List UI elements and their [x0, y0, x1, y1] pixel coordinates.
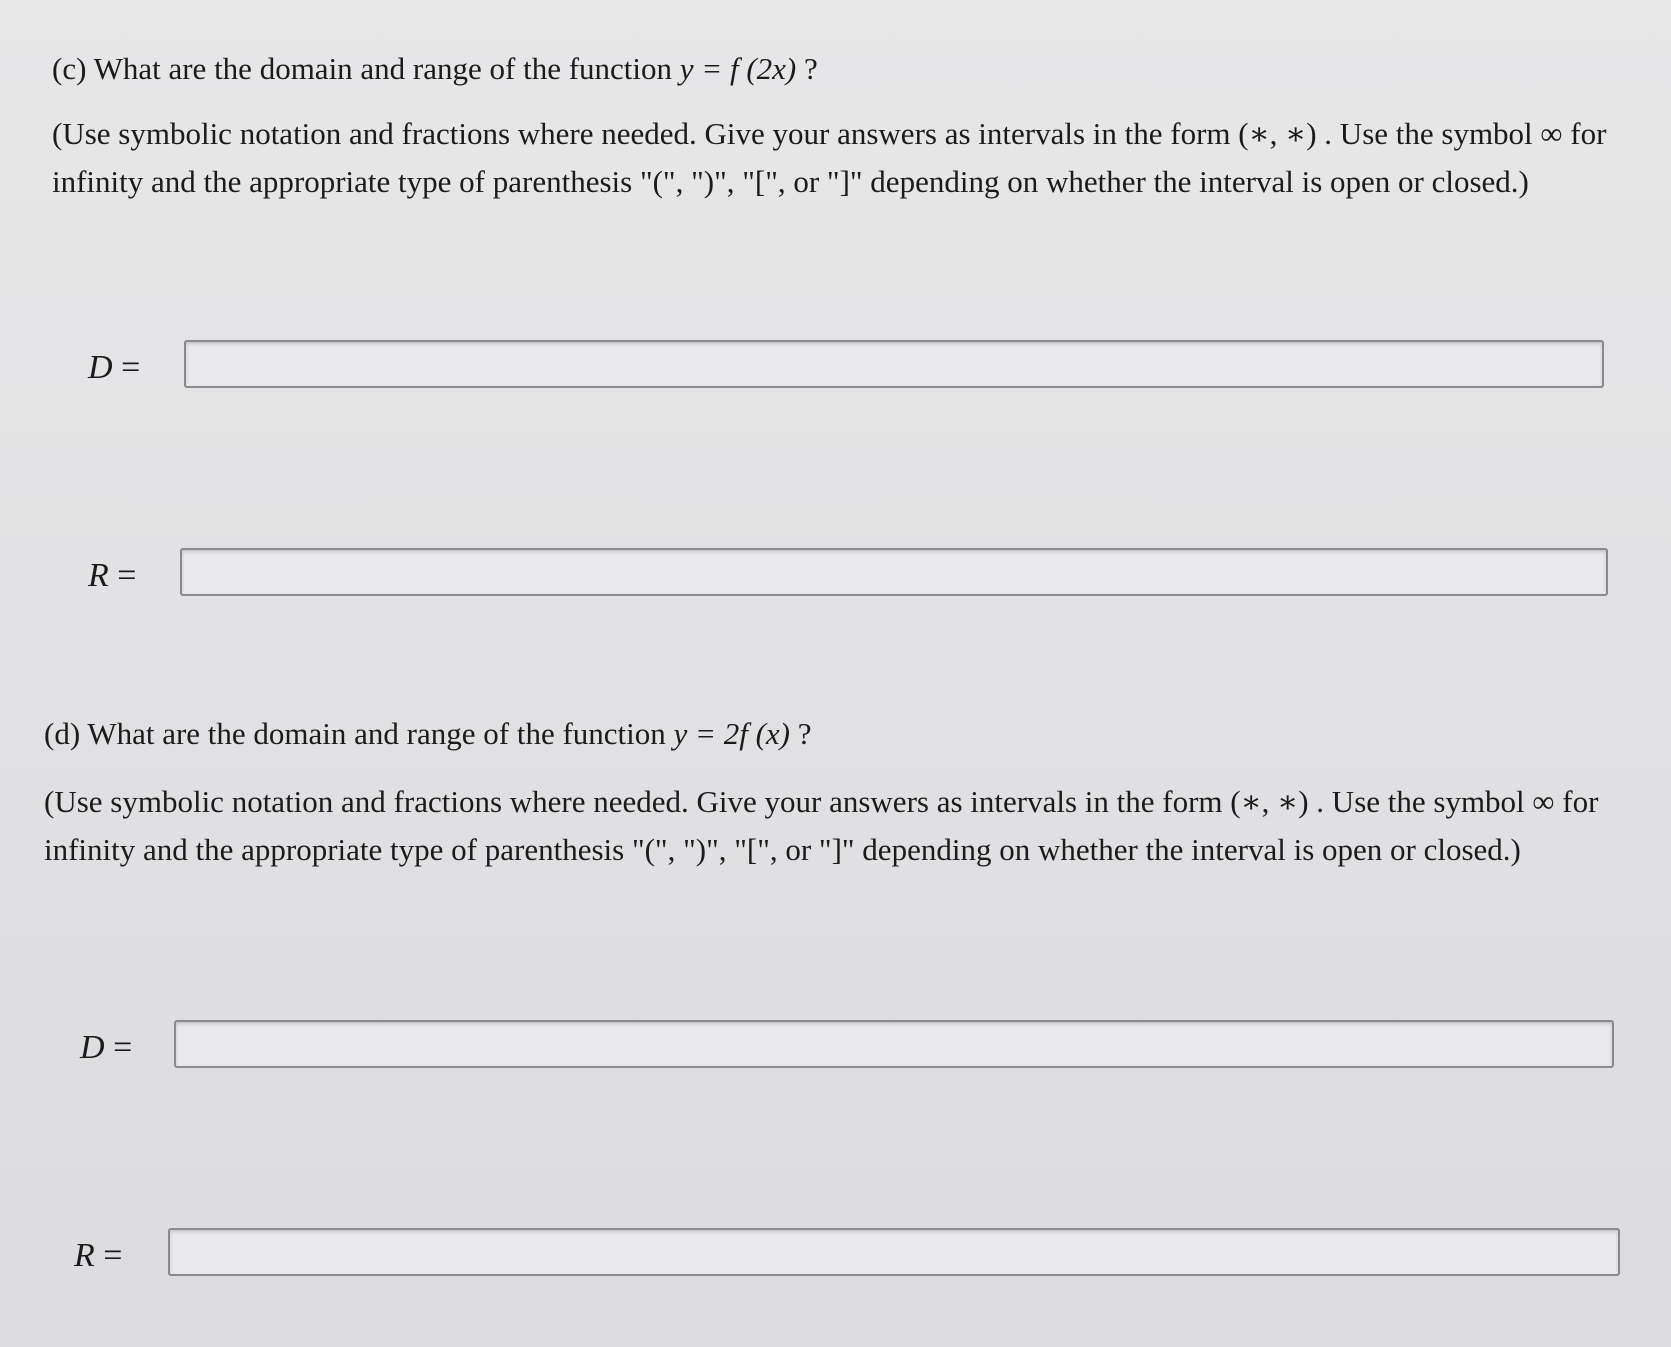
question-d-title-text: (d) What are the domain and range of the function — [44, 716, 674, 751]
question-c-range-row — [88, 548, 1608, 608]
question-d-range-row — [74, 1228, 1624, 1288]
question-d-title — [44, 715, 812, 753]
question-d-title-suffix: ? — [789, 716, 812, 751]
question-d-range-input[interactable] — [168, 1228, 1620, 1276]
question-d-domain-label: D = — [80, 1029, 133, 1066]
question-c-title — [52, 50, 818, 88]
question-d-instructions: (Use symbolic notation and fractions where needed. Give your answers as intervals in the form (∗, ∗) . Use the symbol ∞ for infinity and the appropriate type of parenthesis "(", ")", "[", or "]" depending on whether the interval is open or closed.) — [44, 784, 1599, 867]
question-c-domain-label: D = — [88, 349, 141, 386]
question-d-range-label: R = — [74, 1237, 123, 1274]
question-c-instructions: (Use symbolic notation and fractions where needed. Give your answers as intervals in the form (∗, ∗) . Use the symbol ∞ for infinity and the appropriate type of parenthesis "(", ")", "[", or "]" depending on whether the interval is open or closed.) — [52, 116, 1607, 199]
question-c-title-suffix: ? — [796, 51, 818, 86]
question-c-range-input[interactable] — [180, 548, 1608, 596]
question-d-function: y = 2f (x) — [673, 716, 790, 751]
question-d-domain-input[interactable] — [174, 1020, 1614, 1068]
question-c-domain-row — [88, 340, 1608, 400]
question-c-title-text: (c) What are the domain and range of the function — [52, 51, 680, 86]
question-c-function: y = f (2x) — [679, 51, 797, 86]
question-c-range-label: R = — [88, 557, 137, 594]
question-d-domain-row — [80, 1020, 1620, 1080]
question-c-domain-input[interactable] — [184, 340, 1604, 388]
